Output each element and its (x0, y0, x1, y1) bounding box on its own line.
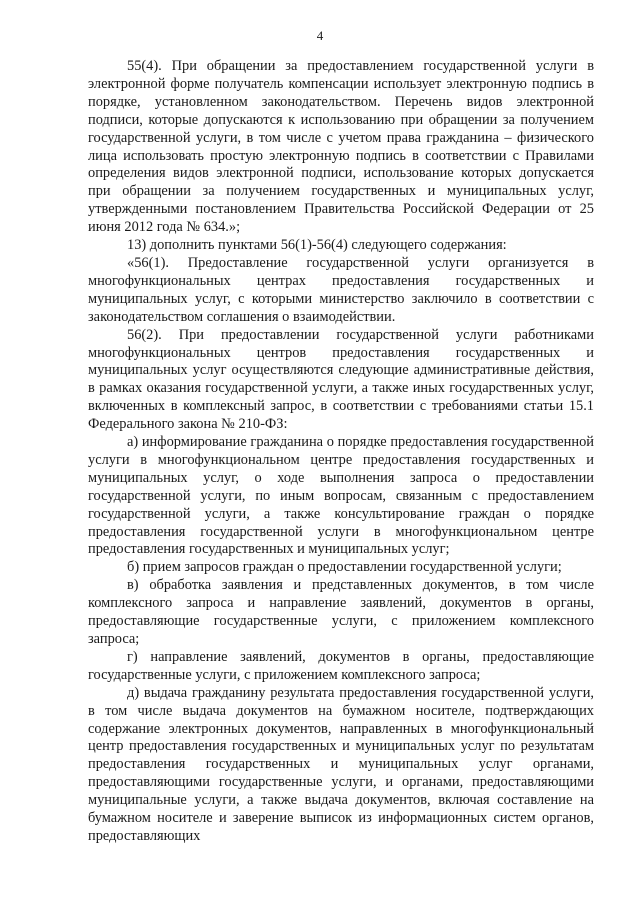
list-item-v: в) обработка заявления и представленных документов, в том числе комплексного запроса и направление заявлений, документов в органы, предоставляющие государственные услуги, с приложением комплексного запроса; (88, 577, 594, 647)
list-item-b: б) прием запросов граждан о предоставлении государственной услуги; (127, 559, 562, 576)
list-item-a: а) информирование гражданина о порядке предоставления государственной услуги в многофункциональном центре предоставления государственных и муниципальных услуг, о ходе выполнения запроса о предоставлении государственной услуги, по иным вопросам, связанным с предоставлением государственной услуги, а также консультирование граждан о порядке предоставления государственной услуги в многофункциональном центре предоставления государственных и муниципальных услуг; (88, 434, 594, 558)
paragraph-56-1: «56(1). Предоставление государственной услуги организуется в многофункциональных центрах предоставления государственных и муниципальных услуг, с которыми министерство заключило в соответствии с законодательством соглашения о взаимодействии. (88, 254, 594, 325)
paragraph-56-2: 56(2). При предоставлении государственной услуги работниками многофункциональных центров предоставления государственных и муниципальных услуг осуществляются следующие административные действия, в рамках оказания государственной услуги, а также иных государственных услуг, включенных в комплексный запрос, в соответствии с требованиями статьи 15.1 Федерального закона № 210-ФЗ: (88, 326, 594, 433)
list-item-g: г) направление заявлений, документов в органы, предоставляющие государственные услуги, с приложением комплексного запроса; (88, 648, 594, 683)
document-body (88, 58, 594, 846)
paragraph-item-13: 13) дополнить пунктами 56(1)-56(4) следующего содержания: (127, 237, 507, 254)
list-item-d: д) выдача гражданину результата предоставления государственной услуги, в том числе выдача документов на бумажном носителе, подтверждающих содержание электронных документов, направленных в многофункциональный центр предоставления государственных и муниципальных услуг по результатам предоставления государственных и муниципальных услуг органами, предоставляющими государственные услуги, и органами, предоставляющими муниципальные услуги, а также выдача документов, включая составление на бумажном носителе и заверение выписок из информационных систем органов, предоставляющих (88, 684, 594, 844)
page-number: 4 (316, 28, 324, 43)
paragraph-55-4: 55(4). При обращении за предоставлением государственной услуги в электронной форме получатель компенсации использует электронную подпись в порядке, установленном законодательством. Перечень видов электронной подписи, которые допускаются к использованию при обращении за получением государственной услуги, в том числе с учетом права гражданина – физического лица использовать простую электронную подпись в соответствии с Правилами определения видов электронной подписи, использование которых допускается при обращении за получением государственных и муниципальных услуг, утвержденными постановлением Правительства Российской Федерации от 25 июня 2012 года № 634.»; (88, 58, 594, 236)
